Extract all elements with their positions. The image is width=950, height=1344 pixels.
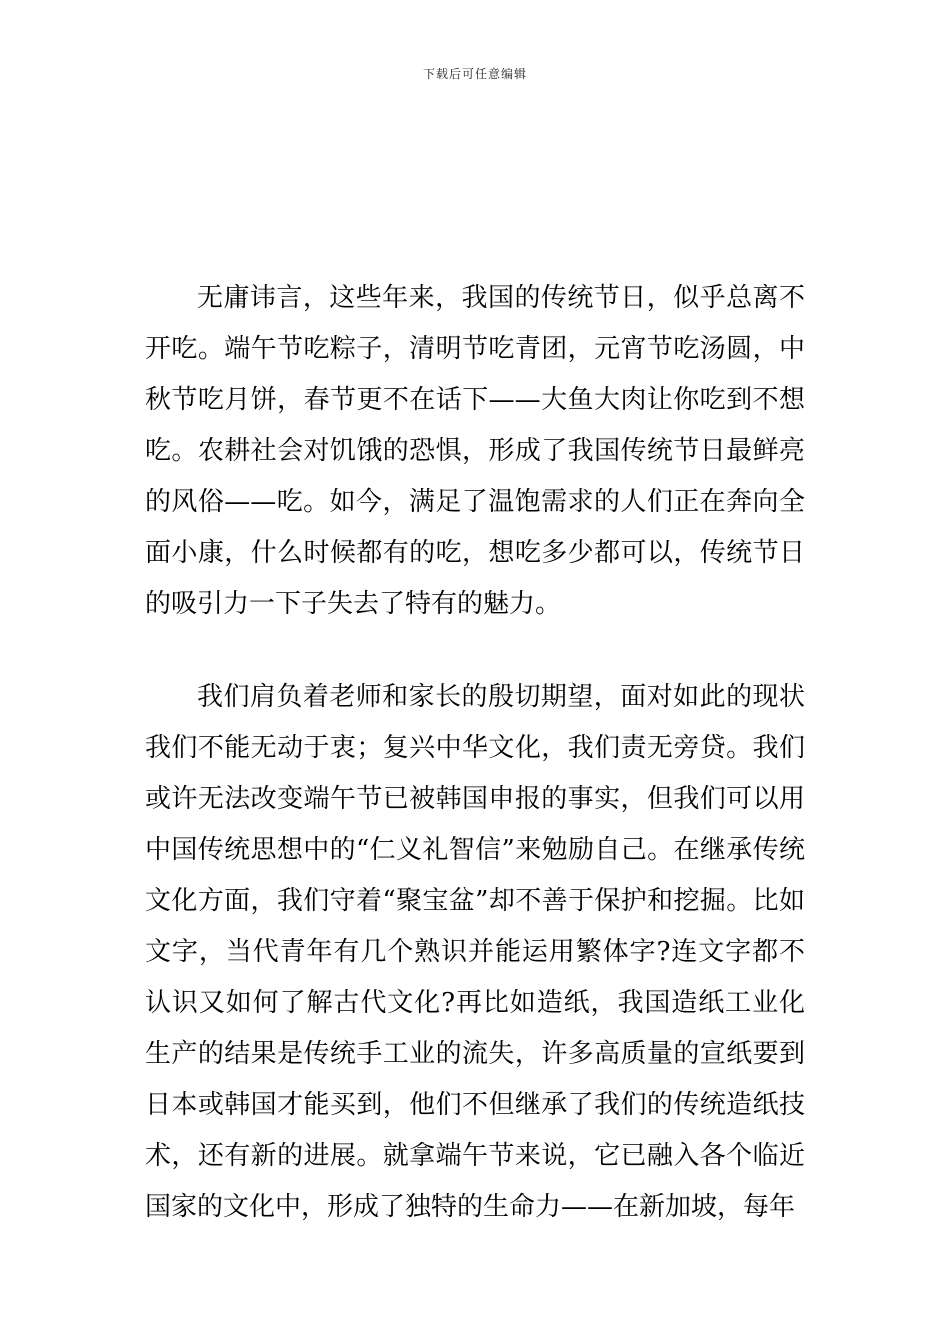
paragraph-1: 无庸讳言，这些年来，我国的传统节日，似乎总离不开吃。端午节吃粽子，清明节吃青团，元宵节吃汤圆，中秋节吃月饼，春节更不在话下——大鱼大肉让你吃到不想吃。农耕社会对饥饿的恐惧，形成了我国传统节日最鲜亮的风俗——吃。如今，满足了温饱需求的人们正在奔向全面小康，什么时候都有的吃，想吃多少都可以，传统节日的吸引力一下子失去了特有的魅力。 (145, 283, 805, 619)
header-note: 下载后可任意编辑 (422, 67, 527, 81)
paragraph-2: 我们肩负着老师和家长的殷切期望，面对如此的现状我们不能无动于衷；复兴中华文化，我们责无旁贷。我们或许无法改变端午节已被韩国申报的事实，但我们可以用中国传统思想中的“仁义礼智信”来勉励自己。在继承传统文化方面，我们守着“聚宝盆”却不善于保护和挖掘。比如文字，当代青年有几个熟识并能运用繁体字?连文字都不认识又如何了解古代文化?再比如造纸，我国造纸工业化生产的结果是传统手工业的流失，许多高质量的宣纸要到日本或韩国才能买到，他们不但继承了我们的传统造纸技术，还有新的进展。就拿端午节来说，它已融入各个临近国家的文化中，形成了独特的生命力——在新加坡，每年 (145, 682, 805, 1222)
